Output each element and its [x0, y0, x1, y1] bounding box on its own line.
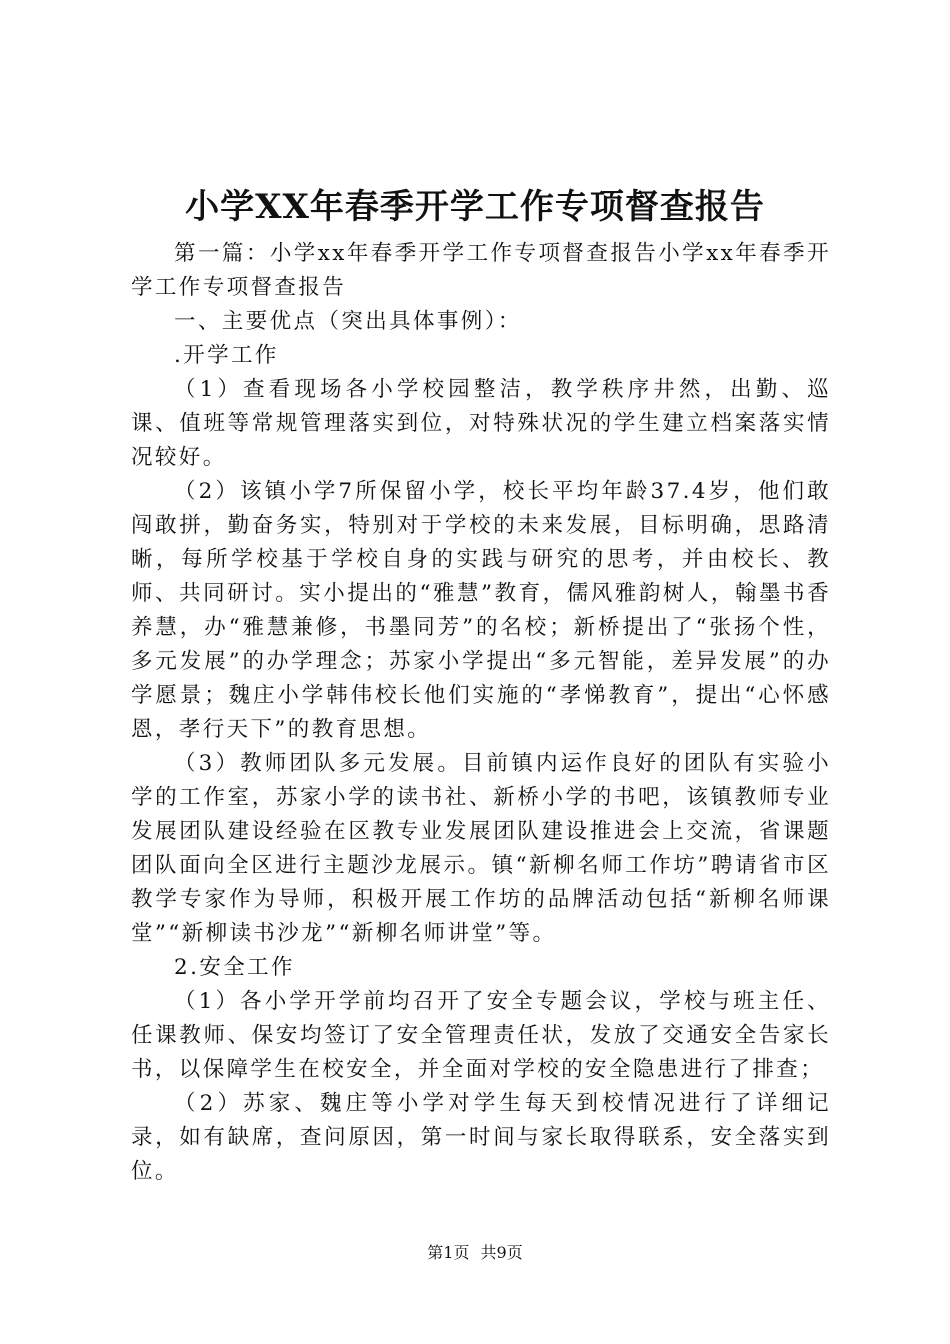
document-title: 小学XX年春季开学工作专项督查报告	[185, 187, 765, 227]
paragraph-item-1: （1）查看现场各小学校园整洁，教学秩序井然，出勤、巡课、值班等常规管理落实到位，对特殊状况的学生建立档案落实情况较好。	[131, 377, 831, 470]
page-footer	[0, 1240, 950, 1263]
document-body	[131, 237, 831, 1189]
paragraph-item-3: （3）教师团队多元发展。目前镇内运作良好的团队有实验小学的工作室，苏家小学的读书社、新桥小学的书吧，该镇教师专业发展团队建设经验在区教专业发展团队建设推进会上交流，省课题团队面向全区进行主题沙龙展示。镇“新柳名师工作坊”聘请省市区教学专家作为导师，积极开展工作坊的品牌活动包括“新柳名师课堂”“新柳读书沙龙”“新柳名师讲堂”等。	[131, 751, 831, 946]
paragraph-item-2: （2）该镇小学7所保留小学，校长平均年龄37.4岁，他们敢闯敢拼，勤奋务实，特别对于学校的未来发展，目标明确，思路清晰，每所学校基于学校自身的实践与研究的思考，并由校长、教师、共同研讨。实小提出的“雅慧”教育，儒风雅韵树人，翰墨书香养慧，办“雅慧兼修，书墨同芳”的名校；新桥提出了“张扬个性，多元发展”的办学理念；苏家小学提出“多元智能，差异发展”的办学愿景；魏庄小学韩伟校长他们实施的“孝悌教育”，提出“心怀感恩，孝行天下”的教育思想。	[131, 479, 831, 742]
paragraph-safety-2: （2）苏家、魏庄等小学对学生每天到校情况进行了详细记录，如有缺席，查问原因，第一时间与家长取得联系，安全落实到位。	[131, 1091, 831, 1184]
page-total: 共9页	[480, 1243, 523, 1262]
section-heading-strengths: 一、主要优点（突出具体事例）：	[174, 309, 522, 334]
page-number: 第1页	[427, 1243, 470, 1262]
paragraph-safety-1: （1）各小学开学前均召开了安全专题会议，学校与班主任、任课教师、保安均签订了安全管理责任状，发放了交通安全告家长书，以保障学生在校安全，并全面对学校的安全隐患进行了排查；	[131, 989, 831, 1082]
subheading-school-start: .开学工作	[174, 343, 279, 368]
subheading-safety: 2.安全工作	[174, 955, 295, 980]
paragraph-intro: 第一篇：小学xx年春季开学工作专项督查报告小学xx年春季开学工作专项督查报告	[131, 241, 831, 300]
